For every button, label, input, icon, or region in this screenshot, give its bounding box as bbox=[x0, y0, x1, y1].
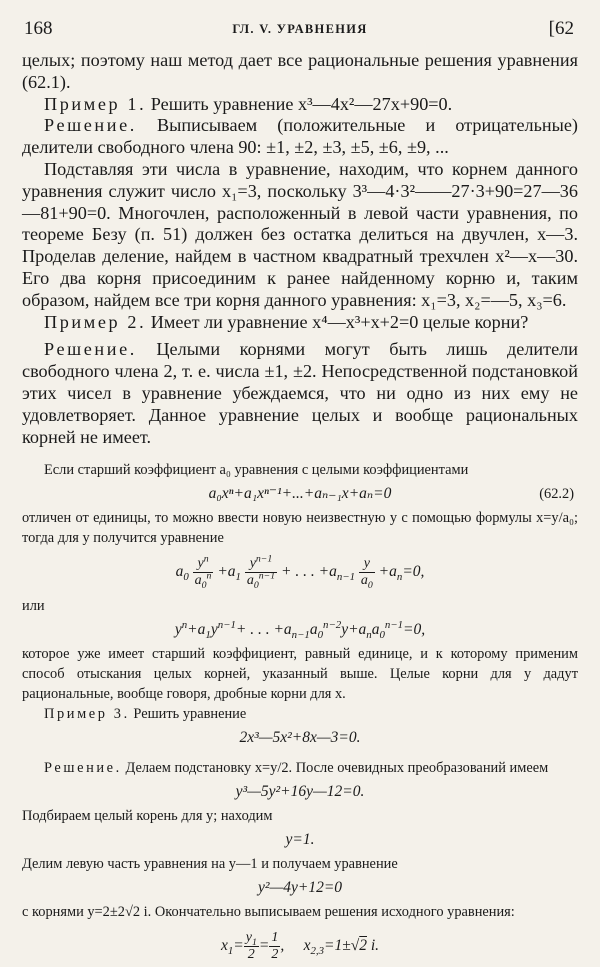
small-paragraph-leading-coefficient: Если старший коэффициент a₀ уравнения с целыми коэффициентами bbox=[44, 462, 469, 479]
example-2 bbox=[22, 312, 578, 334]
solution-2-text: Целыми корнями могут быть лишь делители свободного члена 2, т. е. числа ±1, ±2. Непосредственной подстановкой этих чисел в уравнение убеждаемся, что ни одно из них ему не удовлетворяет. Данное уравнение целых и вообще рациональных корней не имеет. bbox=[22, 339, 578, 447]
equation-62-2-body: a₀xⁿ+a₁xⁿ⁻¹+...+aₙ₋₁x+aₙ=0 bbox=[208, 485, 392, 503]
small-paragraph-roots: с корнями y=2±2√2 i. Окончательно выписываем решения исходного уравнения: bbox=[22, 904, 515, 921]
page-number: 168 bbox=[24, 18, 53, 39]
paragraph-continuation: целых; поэтому наш метод дает все рациональные решения уравнения (62.1). bbox=[22, 50, 578, 92]
small-paragraph-divide: Делим левую часть уравнения на y—1 и получаем уравнение bbox=[22, 856, 398, 873]
equation-fraction-form: $a_0$ $\frac{y^n}{a_0^n}$ $+a_1$ $\frac{y^{n-1}}{a_0^{n-1}}$ + . . . $+a_{n-1}$ $\frac{y}{a_0}$ $+a_n=0$, bbox=[175, 553, 425, 592]
example-1 bbox=[22, 94, 578, 116]
solution-1-text: Выписываем (положительные и отрицательные) делители свободного члена 90: ±1, ±2, ±3, ±5, ±6, ±9, ... bbox=[22, 115, 578, 158]
equation-quadratic: y²—4y+12=0 bbox=[257, 879, 343, 897]
equation-monic-form: $y^n+a_1y^{n-1}+$ . . . $+a_{n-1}a_0^{n-2}y+a_na_0^{n-1}=0$, bbox=[174, 619, 426, 642]
running-title: ГЛ. V. УРАВНЕНИЯ bbox=[232, 22, 368, 36]
page-header bbox=[22, 14, 578, 50]
small-paragraph-substitution: отличен от единицы, то можно ввести новую неизвестную y с помощью формулы x=y/a₀; тогда для y получится уравнение bbox=[22, 510, 578, 547]
paragraph-substitution: Подставляя эти числа в уравнение, находим, что корнем данного уравнения служит число x₁=3, поскольку 3³—4·3²——27·3+90=27—36—81+90=0. Многочлен, расположенный в левой части уравнения, по теореме Безу (п. 51) должен без остатка делиться на двучлен, x—3. Проделав деление, найдем в частном квадратный трехчлен x²—x—30. Его два корня присоединим к ранее найденному корню и, таким образом, найдем все три корня данного уравнения: x₁=3, x₂=—5, x₃=6. bbox=[22, 158, 578, 310]
or-word: или bbox=[22, 598, 45, 615]
solution-3 bbox=[22, 758, 578, 778]
small-paragraph-find-root: Подбираем целый корень для y; находим bbox=[22, 808, 273, 825]
example-2-label: Пример 2. bbox=[44, 311, 147, 332]
equation-root-y: y=1. bbox=[285, 831, 315, 849]
solution-2 bbox=[22, 339, 578, 448]
example-1-text: Решить уравнение x³—4x²—27x+90=0. bbox=[150, 93, 453, 114]
section-marker: [62 bbox=[548, 18, 574, 39]
solution-1-label: Решение. bbox=[44, 115, 137, 136]
solution-3-label: Решение. bbox=[44, 760, 122, 777]
solution-2-label: Решение. bbox=[44, 339, 137, 360]
equation-final-roots: $x_1=$ $\frac{y_1}{2}$ = $\frac{1}{2}$ , $x_{2,3}=1\pm√2$ i. bbox=[220, 930, 380, 963]
equation-transformed: y³—5y²+16y—12=0. bbox=[235, 783, 365, 801]
equation-62-2-number: (62.2) bbox=[539, 486, 574, 503]
example-2-text: Имеет ли уравнение x⁴—x³+x+2=0 целые корни? bbox=[150, 311, 529, 332]
small-paragraph-method: которое уже имеет старший коэффициент, равный единице, и к которому применим способ отыскания целых корней, указанный выше. Целые корни для y дадут рациональные, вообще говоря, дробные корни для x. bbox=[22, 646, 578, 703]
equation-example-3: 2x³—5x²+8x—3=0. bbox=[239, 729, 361, 747]
example-3-label: Пример 3. bbox=[44, 706, 130, 723]
example-1-label: Пример 1. bbox=[44, 93, 147, 114]
solution-1 bbox=[22, 115, 578, 159]
example-3 bbox=[22, 704, 578, 724]
equation-62-2 bbox=[22, 483, 578, 505]
solution-3-text: Делаем подстановку x=y/2. После очевидных преобразований имеем bbox=[125, 760, 549, 777]
example-3-text: Решить уравнение bbox=[133, 706, 247, 723]
